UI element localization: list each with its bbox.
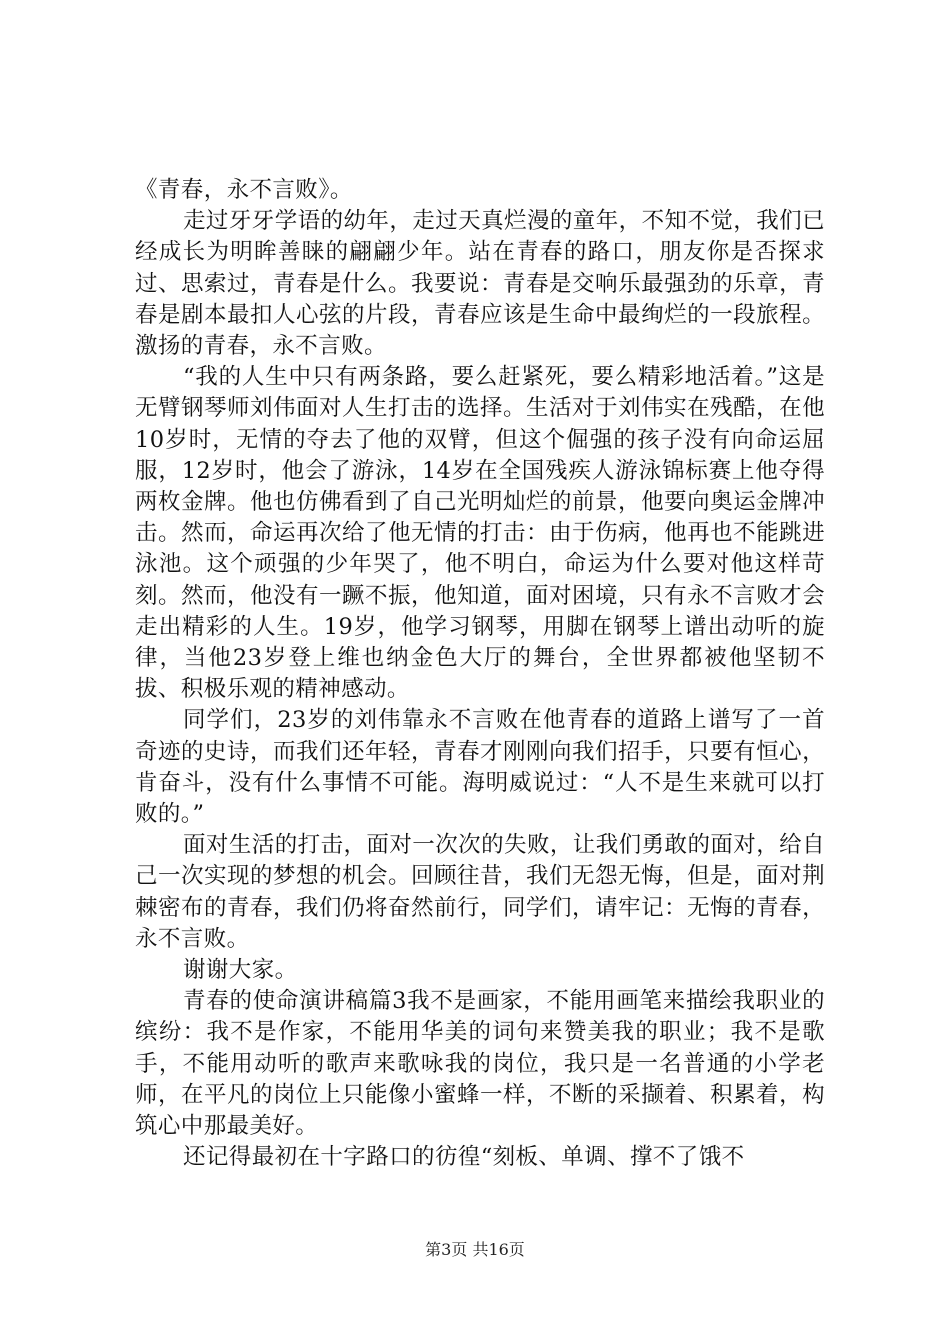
paragraph-4: 面对生活的打击，面对一次次的失败，让我们勇敢的面对，给自己一次实现的梦想的机会。回顾往昔，我们无怨无悔，但是，面对荆棘密布的青春，我们仍将奋然前行，同学们，请牢记：无悔的青春，永不言败。: [135, 832, 825, 952]
paragraph-3: 同学们，23岁的刘伟靠永不言败在他青春的道路上谱写了一首奇迹的史诗，而我们还年轻，青春才刚刚向我们招手，只要有恒心，肯奋斗，没有什么事情不可能。海明威说过：“人不是生来就可以打败的。”: [135, 707, 825, 828]
paragraph-5: 谢谢大家。: [183, 957, 298, 984]
document-body: [135, 175, 825, 1174]
paragraph-7: 还记得最初在十字路口的彷徨“刻板、单调、撑不了饿不: [183, 1144, 745, 1171]
paragraph-1: 走过牙牙学语的幼年，走过天真烂漫的童年，不知不觉，我们已经成长为明眸善睐的翩翩少年。站在青春的路口，朋友你是否探求过、思索过，青春是什么。我要说：青春是交响乐最强劲的乐章，青春是剧本最扣人心弦的片段，青春应该是生命中最绚烂的一段旅程。激扬的青春，永不言败。: [135, 208, 825, 360]
paragraph-6: 青春的使命演讲稿篇3我不是画家，不能用画笔来描绘我职业的缤纷：我不是作家，不能用华美的词句来赞美我的职业；我不是歌手，不能用动听的歌声来歌咏我的岗位，我只是一名普通的小学老师，在平凡的岗位上只能像小蜜蜂一样，不断的采撷着、积累着，构筑心中那最美好。: [135, 988, 825, 1140]
paragraph-2: “我的人生中只有两条路，要么赶紧死，要么精彩地活着。”这是无臂钢琴师刘伟面对人生打击的选择。生活对于刘伟实在残酷，在他10岁时，无情的夺去了他的双臂，但这个倔强的孩子没有向命运屈服，12岁时，他会了游泳，14岁在全国残疾人游泳锦标赛上他夺得两枚金牌。他也仿佛看到了自己光明灿烂的前景，他要向奥运金牌冲击。然而，命运再次给了他无情的打击：由于伤病，他再也不能跳进泳池。这个顽强的少年哭了，他不明白，命运为什么要对他这样苛刻。然而，他没有一蹶不振，他知道，面对困境，只有永不言败才会走出精彩的人生。19岁，他学习钢琴，用脚在钢琴上谱出动听的旋律，当他23岁登上维也纳金色大厅的舞台，全世界都被他坚韧不拔、积极乐观的精神感动。: [135, 364, 825, 703]
paragraph-title-line: 《青春，永不言败》。: [135, 177, 353, 203]
page-number-footer: 第3页 共16页: [425, 1240, 525, 1259]
